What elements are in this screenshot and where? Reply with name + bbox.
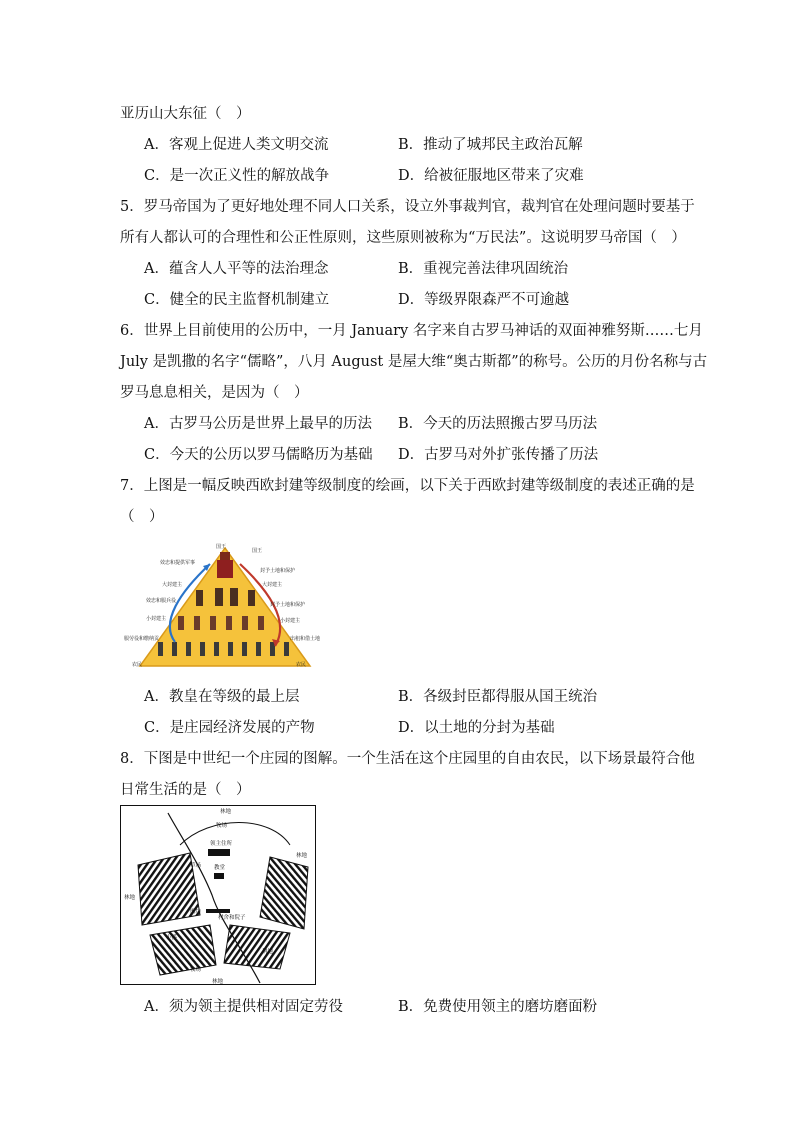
manor-house-building [208, 849, 230, 856]
q7-option-a: A．教皇在等级的最上层 [144, 689, 300, 705]
q8-option-a: A．须为领主提供相对固定劳役 [144, 999, 343, 1015]
q7-option-d: D．以土地的分封为基础 [398, 720, 555, 736]
q4-option-b: B．推动了城邦民主政治瓦解 [398, 137, 583, 153]
q4-option-c: C．是一次正义性的解放战争 [144, 168, 330, 184]
q4-option-d: D．给被征服地区带来了灾难 [398, 168, 584, 184]
q8-stem-line1: 8．下图是中世纪一个庄园的图解。一个生活在这个庄园里的自由农民，以下场景最符合他 [120, 751, 695, 767]
label-left-1: 效忠和提供军事 [160, 560, 196, 566]
map-label-village: 村舍和院子 [218, 915, 246, 921]
label-left-4: 小封建主 [146, 616, 167, 622]
label-left-6: 农民 [132, 662, 143, 668]
map-label-forest-bottom: 林地 [212, 979, 224, 985]
label-right-5: 出租和借土地 [290, 636, 321, 642]
q5-option-c: C．健全的民主监督机制建立 [144, 292, 330, 308]
q6-option-c: C．今天的公历以罗马儒略历为基础 [144, 447, 373, 463]
feudal-hierarchy-pyramid-figure [120, 542, 330, 674]
q6-stem-line2: July 是凯撒的名字“儒略”，八月 August 是屋大维“奥古斯都”的称号。公历的月份名称与古 [120, 354, 708, 370]
q6-stem-line1: 6．世界上目前使用的公历中，一月 January 名字来自古罗马神话的双面神雅努斯……七月 [120, 323, 703, 339]
manor-map-figure [120, 805, 316, 985]
q4-option-a: A．客观上促进人类文明交流 [144, 137, 329, 153]
label-right-1: 封予土地和保护 [260, 568, 296, 574]
label-left-2: 大封建主 [162, 582, 183, 588]
q5-stem-line1: 5．罗马帝国为了更好地处理不同人口关系，设立外事裁判官，裁判官在处理问题时要基于 [120, 199, 695, 215]
q7-stem-line1: 7．上图是一幅反映西欧封建等级制度的绘画，以下关于西欧封建等级制度的表述正确的是 [120, 478, 695, 494]
q5-stem-line2: 所有人都认可的合理性和公正性原则，这些原则被称为“万民法”。这说明罗马帝国（ ） [120, 230, 686, 246]
q8-option-b: B．免费使用领主的磨坊磨面粉 [398, 999, 598, 1015]
q6-stem-line3: 罗马息息相关，是因为（ ） [120, 385, 309, 401]
q4-stem: 亚历山大东征（ ） [120, 106, 251, 122]
map-label-stream: 小溪 [166, 935, 178, 941]
map-label-forest-right: 林地 [296, 853, 308, 859]
label-right-3: 封予土地和保护 [270, 602, 306, 608]
map-label-pasture-bottom: 牧场 [190, 967, 202, 973]
q5-option-a: A．蕴含人人平等的法治理念 [144, 261, 329, 277]
q7-option-c: C．是庄园经济发展的产物 [144, 720, 315, 736]
label-right-4: 小封建主 [280, 618, 301, 624]
q6-option-d: D．古罗马对外扩张传播了历法 [398, 447, 599, 463]
church-building [214, 873, 224, 879]
label-top-left: 国王 [216, 544, 227, 550]
label-top-right: 国王 [252, 548, 263, 554]
map-label-farm: 耕地 [262, 949, 274, 955]
q6-option-b: B．今天的历法照搬古罗马历法 [398, 416, 598, 432]
q6-option-a: A．古罗马公历是世界上最早的历法 [144, 416, 372, 432]
q5-option-d: D．等级界限森严不可逾越 [398, 292, 570, 308]
label-right-2: 大封建主 [262, 582, 283, 588]
map-label-forest-left: 林地 [124, 895, 136, 901]
q5-option-b: B．重视完善法律巩固统治 [398, 261, 569, 277]
label-right-6: 农民 [296, 662, 307, 668]
village-houses [206, 909, 230, 913]
map-label-church: 教堂 [214, 865, 226, 871]
q7-option-b: B．各级封臣都得服从国王统治 [398, 689, 598, 705]
q8-stem-line2: 日常生活的是（ ） [120, 782, 251, 798]
farm-field-bottom-right [224, 925, 290, 969]
map-label-mill: 磨坊 [190, 909, 202, 915]
label-left-5: 服劳役和缴纳贡 [124, 636, 160, 642]
q7-stem-line2: （ ） [120, 509, 164, 525]
label-left-3: 效忠和服兵役 [146, 598, 177, 604]
map-label-meadow: 草场 [190, 863, 202, 869]
map-label-manor-house: 领主住所 [210, 841, 233, 847]
map-label-forest-top: 林地 [220, 809, 232, 815]
map-label-pasture-top: 牧场 [216, 823, 228, 829]
